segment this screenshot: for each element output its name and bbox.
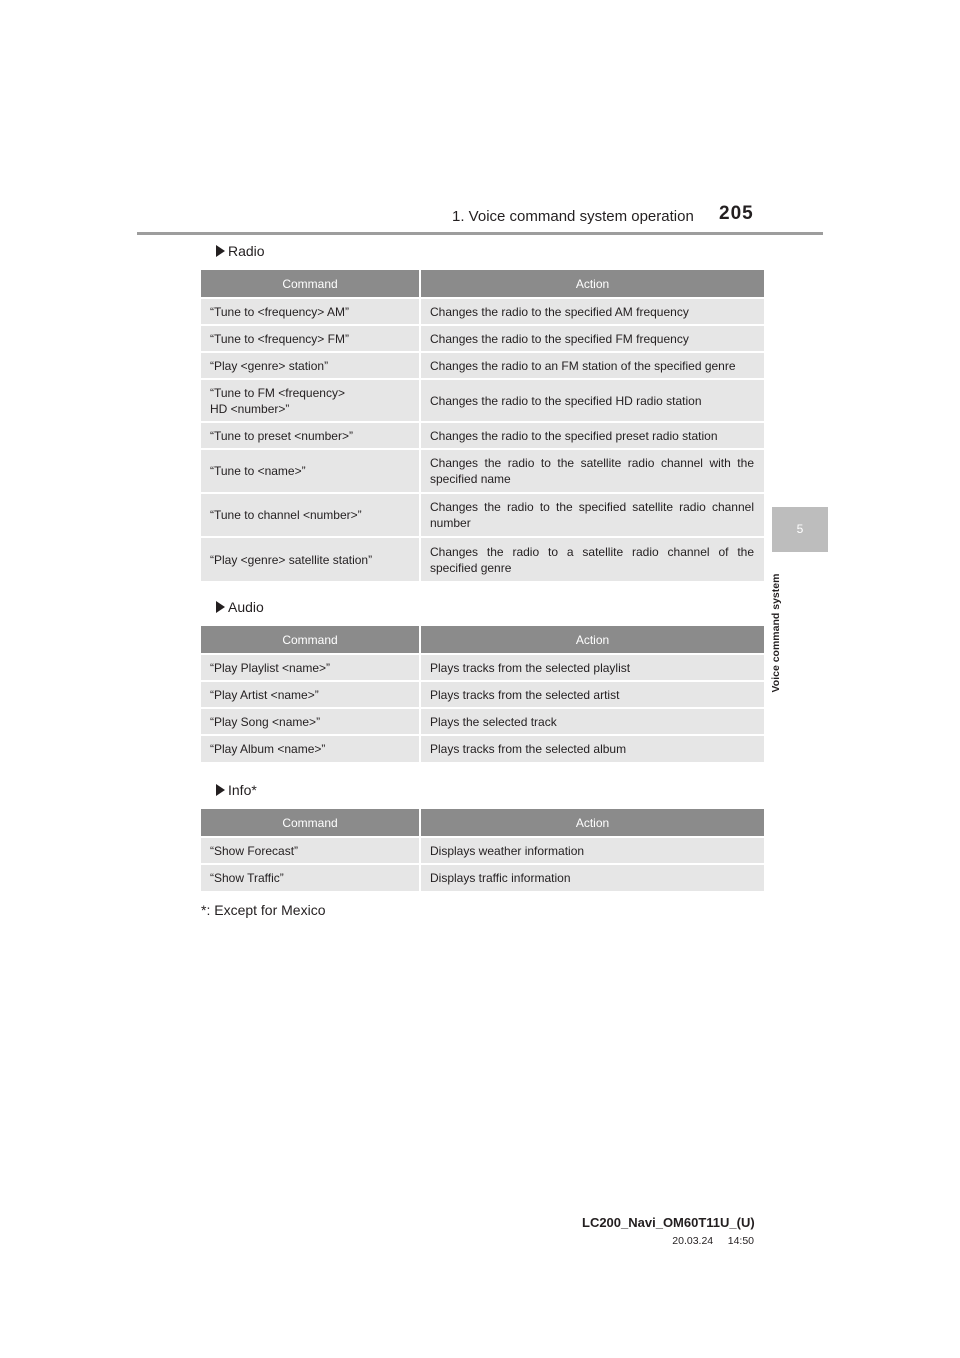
action-cell: Changes the radio to a satellite radio channel of the specified genre [420,537,764,581]
triangle-bullet-icon [216,784,225,796]
section-heading-text: Audio [228,599,264,615]
action-cell: Plays tracks from the selected artist [420,681,764,708]
triangle-bullet-icon [216,245,225,257]
command-cell: “Play <genre> satellite station” [201,537,420,581]
command-cell: “Play Playlist <name>” [201,654,420,681]
table-row [201,654,764,681]
action-cell: Changes the radio to the specified HD radio station [420,379,764,422]
chapter-label-text: Voice command system [770,573,782,693]
action-cell: Changes the radio to an FM station of the specified genre [420,352,764,379]
column-header-command: Command [201,270,420,298]
command-cell: “Play Album <name>” [201,735,420,762]
table-row [201,379,764,422]
header-title: 1. Voice command system operation [452,208,694,225]
footnote: *: Except for Mexico [201,902,326,918]
table-row [201,493,764,537]
document-id: LC200_Navi_OM60T11U_(U) [582,1215,755,1230]
table-row [201,864,764,891]
column-header-command: Command [201,809,420,837]
command-cell: “Show Forecast” [201,837,420,864]
action-cell: Plays tracks from the selected album [420,735,764,762]
command-cell: “Tune to <frequency> AM” [201,298,420,325]
document-timestamp: 20.03.24 14:50 [672,1235,754,1247]
info-command-table [201,809,764,891]
audio-command-table [201,626,764,762]
command-cell: “Show Traffic” [201,864,420,891]
action-cell: Plays tracks from the selected playlist [420,654,764,681]
column-header-command: Command [201,626,420,654]
command-cell: “Tune to FM <frequency> HD <number>” [201,379,420,422]
table-header-row [201,809,764,837]
section-heading-text: Info* [228,782,257,798]
chapter-label [770,573,790,708]
triangle-bullet-icon [216,601,225,613]
page-number: 205 [719,203,754,224]
column-header-action: Action [420,809,764,837]
table-row [201,681,764,708]
column-header-action: Action [420,626,764,654]
action-cell: Changes the radio to the specified AM frequency [420,298,764,325]
command-cell: “Tune to <name>” [201,449,420,493]
command-cell: “Play Artist <name>” [201,681,420,708]
action-cell: Changes the radio to the specified FM frequency [420,325,764,352]
command-cell: “Tune to preset <number>” [201,422,420,449]
command-cell: “Play <genre> station” [201,352,420,379]
command-cell: “Tune to channel <number>” [201,493,420,537]
section-heading-audio [216,599,264,615]
command-cell: “Tune to <frequency> FM” [201,325,420,352]
table-header-row [201,270,764,298]
table-row [201,325,764,352]
table-row [201,352,764,379]
table-row [201,708,764,735]
chapter-tab: 5 [772,507,828,552]
action-cell: Changes the radio to the specified satellite radio channel number [420,493,764,537]
action-cell: Displays traffic information [420,864,764,891]
header-rule [137,232,823,235]
table-row [201,537,764,581]
action-cell: Changes the radio to the satellite radio channel with the specified name [420,449,764,493]
table-header-row [201,626,764,654]
action-cell: Changes the radio to the specified preset radio station [420,422,764,449]
section-heading-text: Radio [228,243,265,259]
action-cell: Plays the selected track [420,708,764,735]
action-cell: Displays weather information [420,837,764,864]
table-row [201,422,764,449]
column-header-action: Action [420,270,764,298]
section-heading-radio [216,243,265,259]
radio-command-table [201,270,764,581]
table-row [201,298,764,325]
table-row [201,735,764,762]
table-row [201,449,764,493]
table-row [201,837,764,864]
section-heading-info [216,782,257,798]
command-cell: “Play Song <name>” [201,708,420,735]
